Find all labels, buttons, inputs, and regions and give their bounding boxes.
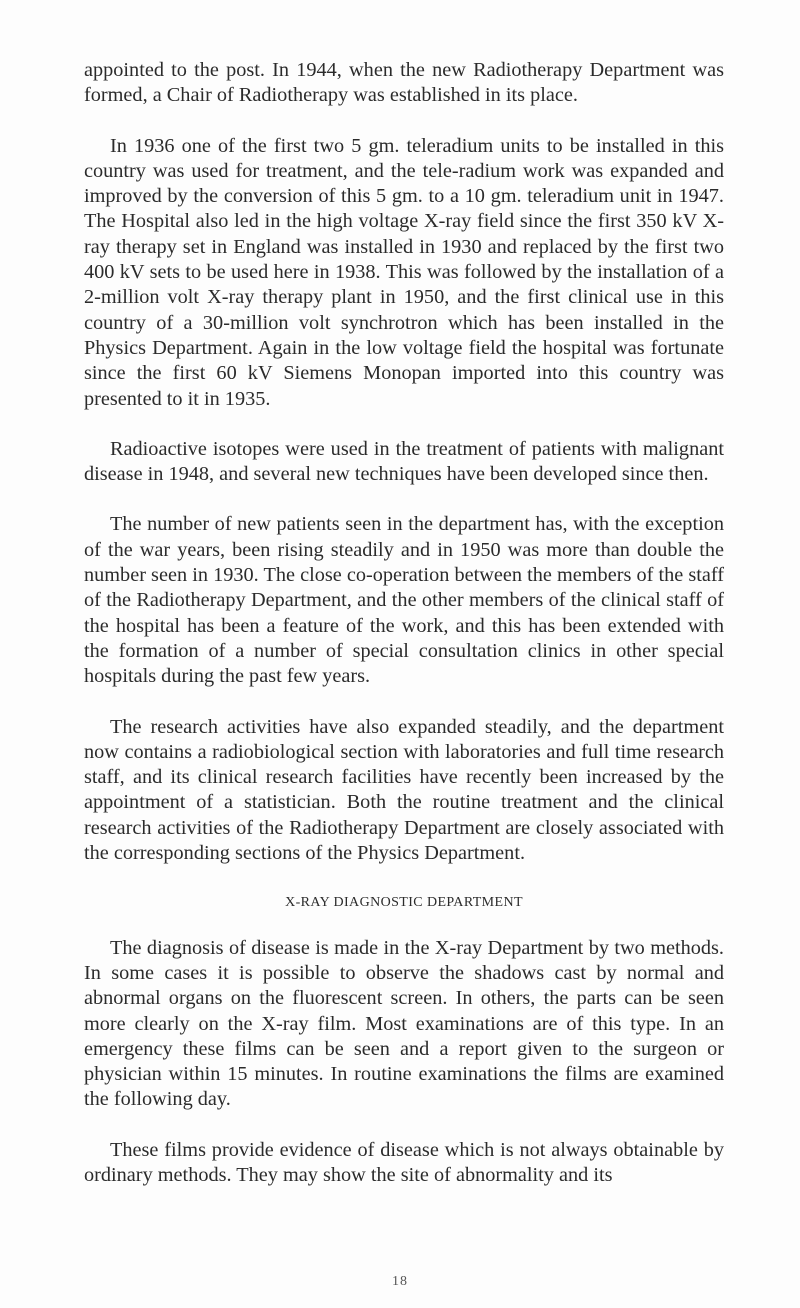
paragraph-isotopes: Radioactive isotopes were used in the treatment of patients with malignant disease in 1948, and several new techniques have been developed since then.: [84, 437, 724, 486]
paragraph-research: The research activities have also expanded steadily, and the department now contains a radiobiological section with laboratories and full time research staff, and its clinical research facilities have recently been increased by the appointment of a statistician. Both the routine treatment and the clinical research activities of the Radiotherapy Department are closely associated with the corresponding sections of the Physics Department.: [84, 715, 724, 865]
paragraph-diagnosis: The diagnosis of disease is made in the X-ray Department by two methods. In some cases it is possible to observe the shadows cast by normal and abnormal organs on the fluorescent screen. In others, the parts can be seen more clearly on the X-ray film. Most examinations are of this type. In an emergency these films can be seen and a report given to the surgeon or physician within 15 minutes. In routine examinations the films are examined the following day.: [84, 936, 724, 1111]
section-heading: X-RAY DIAGNOSTIC DEPARTMENT: [285, 895, 523, 911]
document-page: [84, 58, 724, 1188]
paragraph-teleradium: In 1936 one of the first two 5 gm. teleradium units to be installed in this country was used for treatment, and the tele-radium work was expanded and improved by the conversion of this 5 gm. to a 10 gm. teleradium unit in 1947. The Hospital also led in the high voltage X-ray field since the first 350 kV X-ray therapy set in England was installed in 1930 and replaced by the first two 400 kV sets to be used here in 1938. This was followed by the installation of a 2-million volt X-ray therapy plant in 1950, and the first clinical use in this country of a 30-million volt synchrotron which has been installed in the Physics Department. Again in the low voltage field the hospital was fortunate since the first 60 kV Siemens Monopan imported into this country was presented to it in 1935.: [84, 134, 724, 410]
page-number: 18: [392, 1274, 408, 1289]
paragraph-patients: The number of new patients seen in the department has, with the exception of the war years, been rising steadily and in 1950 was more than double the number seen in 1930. The close co-operation between the members of the staff of the Radiotherapy Department, and the other members of the clinical staff of the hospital has been a feature of the work, and this has been extended with the formation of a number of special consultation clinics in other special hospitals during the past few years.: [84, 513, 724, 688]
paragraph-films: These films provide evidence of disease which is not always obtainable by ordinary methods. They may show the site of abnormality and its: [84, 1138, 724, 1186]
paragraph-continuation: appointed to the post. In 1944, when the new Radiotherapy Department was formed, a Chair of Radiotherapy was established in its place.: [84, 59, 724, 107]
